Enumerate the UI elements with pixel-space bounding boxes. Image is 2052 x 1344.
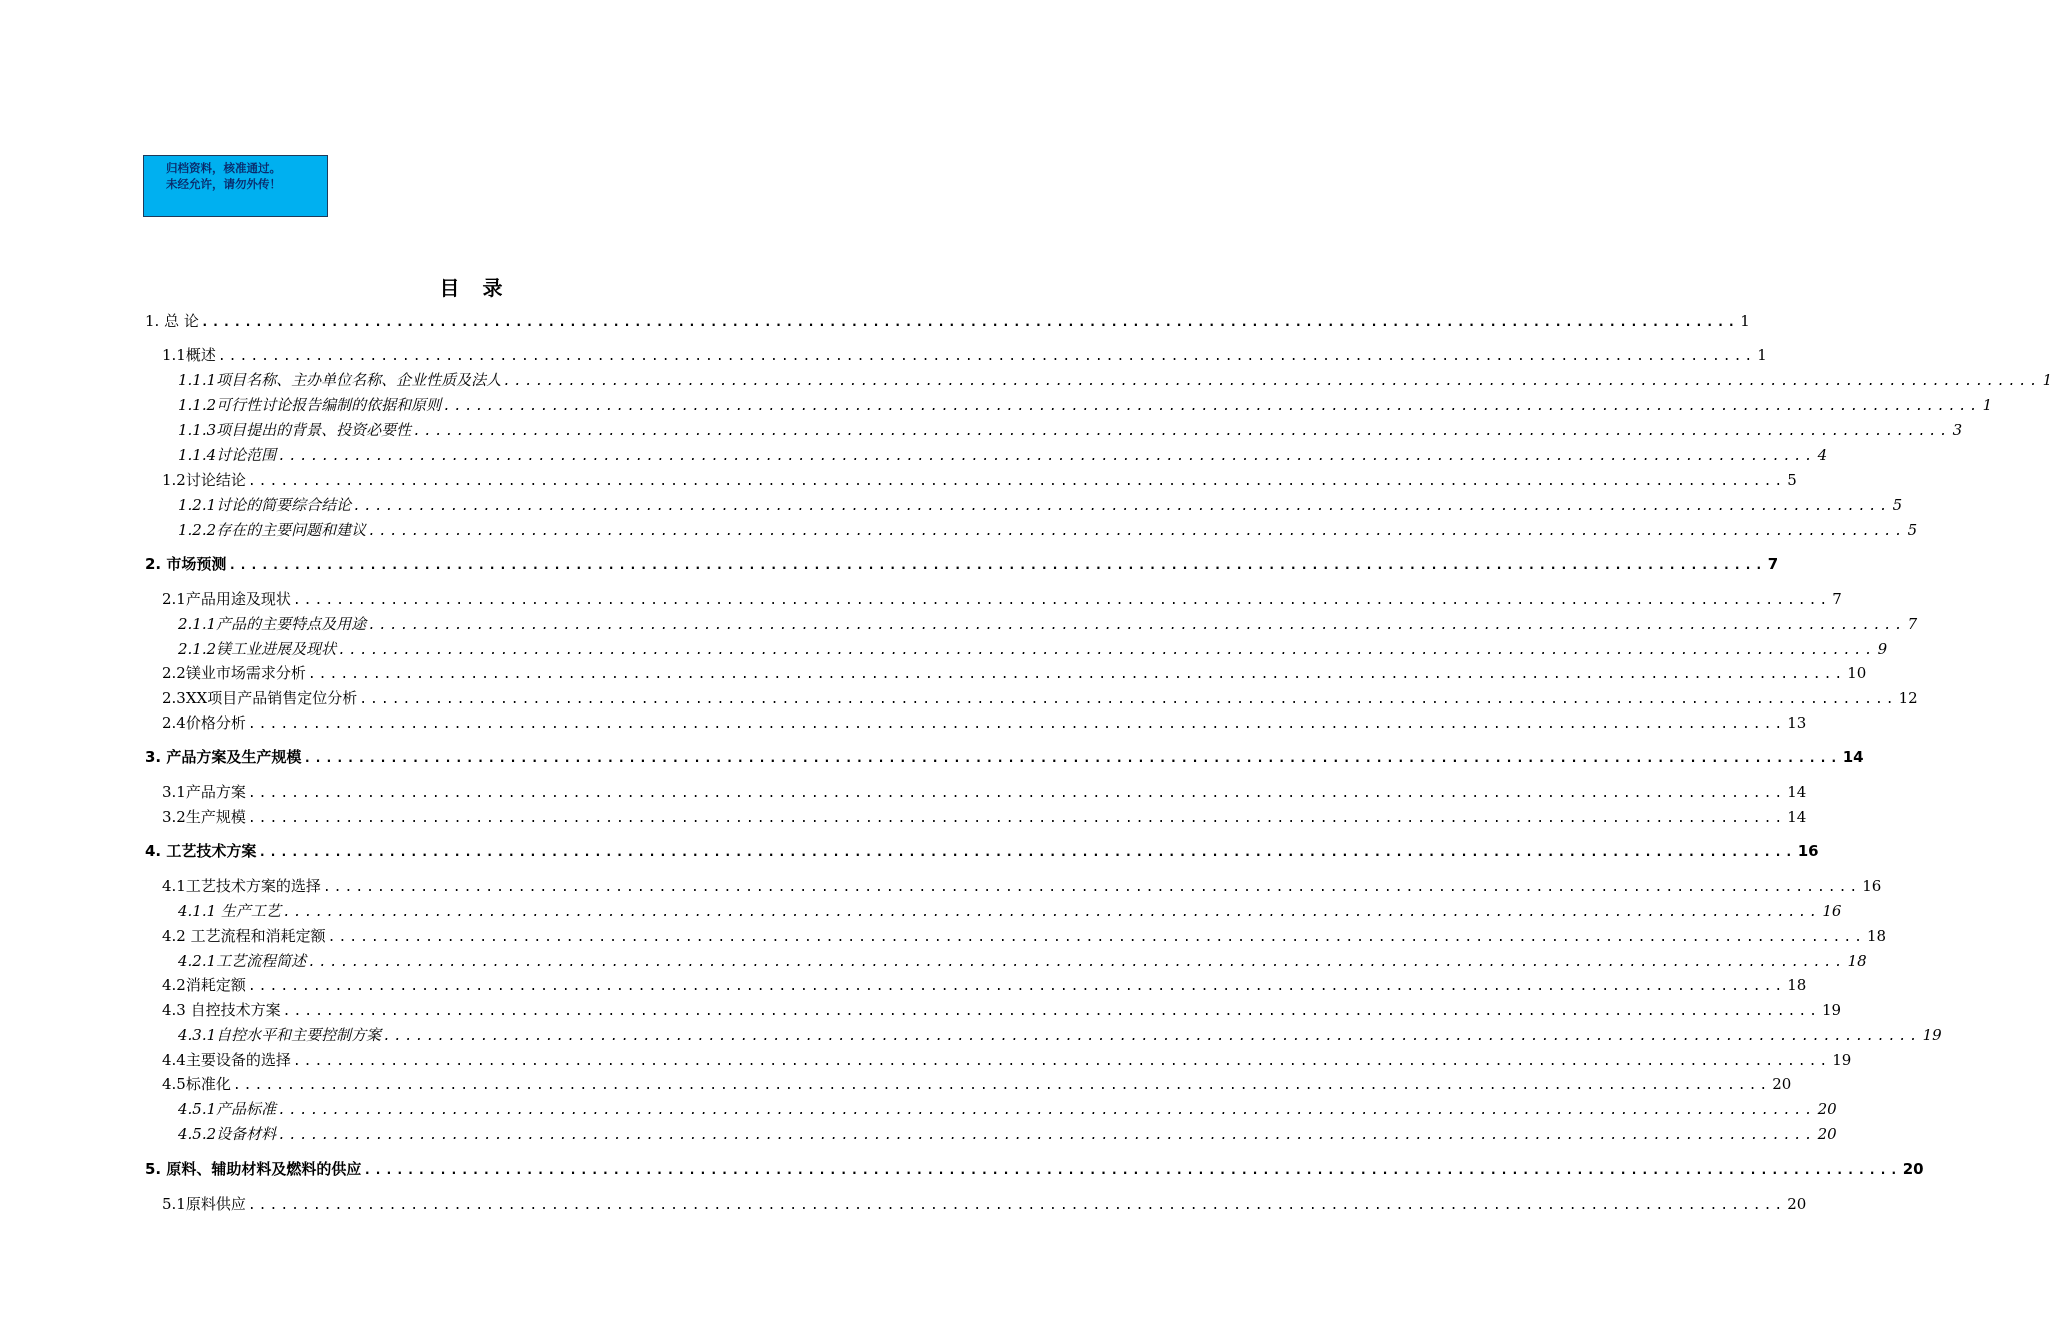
- toc-entry-title: 3. 产品方案及生产规模: [145, 748, 302, 766]
- toc-leader-dots: ..............................................................................................................................................: [327, 930, 1866, 945]
- toc-entry[interactable]: [178, 638, 1888, 660]
- toc-leader-dots: ..............................................................................................................................................: [217, 349, 1756, 364]
- toc-leader-dots: ..............................................................................................................................................: [292, 1054, 1831, 1069]
- toc-entry-title: 3.1产品方案: [162, 783, 246, 801]
- toc-entry-title: 4.3 自控技术方案: [162, 1001, 281, 1019]
- toc-entry-title: 2.3XX项目产品销售定位分析: [162, 689, 358, 707]
- toc-entry-title: 1.1概述: [162, 346, 216, 364]
- toc-entry-page: 20: [1902, 1160, 1924, 1178]
- toc-entry-title: 1.1.1项目名称、主办单位名称、企业性质及法人: [178, 371, 502, 389]
- toc-entry-title: 1.2.1讨论的简要综合结论: [178, 496, 352, 514]
- toc-entry[interactable]: [162, 1049, 1852, 1071]
- toc-entry[interactable]: [178, 419, 1963, 441]
- toc-entry[interactable]: [162, 469, 1797, 491]
- toc-entry-page: 7: [1907, 615, 1918, 633]
- toc-entry-title: 4.2.1工艺流程简述: [178, 952, 307, 970]
- toc-entry[interactable]: [178, 494, 1903, 516]
- toc-entry[interactable]: [178, 1123, 1837, 1145]
- toc-leader-dots: ..............................................................................................................................................: [232, 1078, 1771, 1093]
- toc-leader-dots: ..............................................................................................................................................: [200, 315, 1739, 330]
- toc-leader-dots: ..............................................................................................................................................: [247, 717, 1786, 732]
- toc-leader-dots: ..............................................................................................................................................: [282, 1004, 1821, 1019]
- toc-entry-page: 12: [1898, 689, 1918, 707]
- toc-entry-page: 20: [1817, 1100, 1837, 1118]
- toc-entry-title: 4.4主要设备的选择: [162, 1051, 291, 1069]
- toc-entry-title: 4.5.2设备材料: [178, 1125, 277, 1143]
- toc-entry-title: 1.1.2可行性讨论报告编制的依据和原则: [178, 396, 442, 414]
- toc-entry[interactable]: [162, 875, 1882, 897]
- toc-entry-page: 16: [1797, 842, 1819, 860]
- toc-entry[interactable]: [178, 444, 1828, 466]
- toc-entry-page: 14: [1787, 808, 1807, 826]
- toc-entry-page: 5: [1907, 521, 1918, 539]
- toc-entry-page: 18: [1847, 952, 1867, 970]
- toc-entry[interactable]: [162, 344, 1767, 366]
- toc-entry-page: 13: [1787, 714, 1807, 732]
- toc-leader-dots: ..............................................................................................................................................: [278, 449, 1816, 464]
- toc-entry-page: 4: [1817, 446, 1828, 464]
- toc-entry-page: 5: [1787, 471, 1797, 489]
- toc-entry-page: 20: [1787, 1195, 1807, 1213]
- toc-leader-dots: ..............................................................................................................................................: [307, 667, 1846, 682]
- toc-leader-dots: ..............................................................................................................................................: [363, 1163, 1901, 1178]
- toc-entry-page: 16: [1822, 902, 1842, 920]
- toc-entry-page: 3: [1952, 421, 1963, 439]
- toc-entry-page: 5: [1892, 496, 1903, 514]
- toc-leader-dots: ..............................................................................................................................................: [413, 424, 1951, 439]
- toc-leader-dots: ..............................................................................................................................................: [278, 1103, 1816, 1118]
- toc-leader-dots: ..............................................................................................................................................: [292, 593, 1831, 608]
- toc-entry[interactable]: [178, 369, 2052, 391]
- toc-entry[interactable]: [162, 974, 1807, 996]
- toc-entry-page: 16: [1862, 877, 1882, 895]
- toc-entry-title: 2.1.1产品的主要特点及用途: [178, 615, 367, 633]
- toc-entry-title: 5.1原料供应: [162, 1195, 246, 1213]
- toc-entry-page: 18: [1867, 927, 1887, 945]
- toc-entry[interactable]: [145, 553, 1779, 575]
- toc-entry[interactable]: [162, 999, 1842, 1021]
- toc-entry-page: 1: [1740, 312, 1750, 330]
- toc-entry[interactable]: [178, 613, 1918, 635]
- toc-entry-title: 1.1.3项目提出的背景、投资必要性: [178, 421, 412, 439]
- toc-entry[interactable]: [178, 519, 1918, 541]
- toc-entry-page: 19: [1822, 1001, 1842, 1019]
- toc-entry[interactable]: [178, 900, 1842, 922]
- toc-entry[interactable]: [162, 1073, 1792, 1095]
- toc-entry[interactable]: [178, 394, 1993, 416]
- toc-entry[interactable]: [145, 310, 1750, 332]
- toc-leader-dots: ..............................................................................................................................................: [282, 905, 1821, 920]
- toc-leader-dots: ..............................................................................................................................................: [368, 618, 1906, 633]
- toc-entry-title: 2. 市场预测: [145, 555, 227, 573]
- toc-leader-dots: ..............................................................................................................................................: [359, 692, 1897, 707]
- toc-leader-dots: ..............................................................................................................................................: [443, 399, 1981, 414]
- toc-entry-title: 1.2讨论结论: [162, 471, 246, 489]
- toc-entry-title: 3.2生产规模: [162, 808, 246, 826]
- toc-entry[interactable]: [162, 781, 1807, 803]
- toc-entry-title: 4.1工艺技术方案的选择: [162, 877, 321, 895]
- toc-leader-dots: ..............................................................................................................................................: [278, 1128, 1816, 1143]
- toc-entry-page: 7: [1767, 555, 1779, 573]
- toc-entry-page: 1: [1982, 396, 1993, 414]
- toc-entry-page: 18: [1787, 976, 1807, 994]
- toc-entry-page: 20: [1817, 1125, 1837, 1143]
- toc-entry-page: 14: [1787, 783, 1807, 801]
- toc-entry-title: 2.1.2镁工业进展及现状: [178, 640, 337, 658]
- toc-entry-title: 4.2消耗定额: [162, 976, 246, 994]
- toc-leader-dots: ..............................................................................................................................................: [503, 374, 2041, 389]
- toc-leader-dots: ..............................................................................................................................................: [247, 811, 1786, 826]
- toc-leader-dots: ..............................................................................................................................................: [338, 643, 1876, 658]
- toc-entry-page: 7: [1832, 590, 1842, 608]
- toc-entry[interactable]: [145, 746, 1864, 768]
- toc-entry[interactable]: [178, 1024, 1942, 1046]
- toc-entry[interactable]: [162, 806, 1807, 828]
- toc-leader-dots: ..............................................................................................................................................: [247, 474, 1786, 489]
- toc-entry[interactable]: [162, 588, 1842, 610]
- toc-entry-page: 1: [2042, 371, 2052, 389]
- toc-leader-dots: ..............................................................................................................................................: [308, 955, 1846, 970]
- toc-leader-dots: ..............................................................................................................................................: [303, 751, 1841, 766]
- stamp-line-2: 未经允许，请勿外传！: [166, 177, 281, 191]
- toc-entry[interactable]: [162, 712, 1807, 734]
- toc-entry-page: 9: [1877, 640, 1888, 658]
- toc-entry-title: 5. 原料、辅助材料及燃料的供应: [145, 1160, 362, 1178]
- toc-entry-page: 20: [1772, 1075, 1792, 1093]
- toc-leader-dots: ..............................................................................................................................................: [258, 845, 1796, 860]
- toc-entry-page: 14: [1842, 748, 1864, 766]
- toc-leader-dots: ..............................................................................................................................................: [247, 1198, 1786, 1213]
- toc-entry[interactable]: [145, 1158, 1924, 1180]
- toc-leader-dots: ..............................................................................................................................................: [247, 979, 1786, 994]
- toc-entry-page: 19: [1922, 1026, 1942, 1044]
- toc-entry-title: 4. 工艺技术方案: [145, 842, 257, 860]
- toc-entry-title: 1.1.4讨论范围: [178, 446, 277, 464]
- toc-entry-title: 4.2 工艺流程和消耗定额: [162, 927, 326, 945]
- toc-entry[interactable]: [145, 840, 1819, 862]
- toc-entry-page: 19: [1832, 1051, 1852, 1069]
- toc-entry[interactable]: [162, 687, 1918, 709]
- toc-leader-dots: ..............................................................................................................................................: [368, 524, 1906, 539]
- toc-entry[interactable]: [178, 1098, 1837, 1120]
- stamp-line-1: 归档资料，核准通过。: [166, 161, 281, 175]
- toc-entry[interactable]: [178, 950, 1867, 972]
- toc-leader-dots: ..............................................................................................................................................: [247, 786, 1786, 801]
- toc-leader-dots: ..............................................................................................................................................: [322, 880, 1861, 895]
- toc-entry-page: 1: [1757, 346, 1767, 364]
- archive-stamp: [143, 155, 328, 217]
- toc-entry-title: 2.1产品用途及现状: [162, 590, 291, 608]
- toc-leader-dots: ..............................................................................................................................................: [353, 499, 1891, 514]
- toc-entry-title: 4.5.1产品标准: [178, 1100, 277, 1118]
- toc-title: 目 录: [439, 276, 511, 300]
- toc-leader-dots: ..............................................................................................................................................: [383, 1029, 1921, 1044]
- toc-entry-title: 4.5标准化: [162, 1075, 231, 1093]
- toc-entry[interactable]: [162, 925, 1887, 947]
- toc-leader-dots: ..............................................................................................................................................: [228, 558, 1766, 573]
- toc-entry[interactable]: [162, 662, 1867, 684]
- toc-entry-page: 10: [1847, 664, 1867, 682]
- toc-entry[interactable]: [162, 1193, 1807, 1215]
- toc-entry-title: 2.4价格分析: [162, 714, 246, 732]
- toc-entry-title: 1.2.2存在的主要问题和建议: [178, 521, 367, 539]
- toc-entry-title: 4.1.1 生产工艺: [178, 902, 281, 920]
- toc-entry-title: 1. 总 论: [145, 312, 199, 330]
- toc-entry-title: 2.2镁业市场需求分析: [162, 664, 306, 682]
- toc-entry-title: 4.3.1自控水平和主要控制方案: [178, 1026, 382, 1044]
